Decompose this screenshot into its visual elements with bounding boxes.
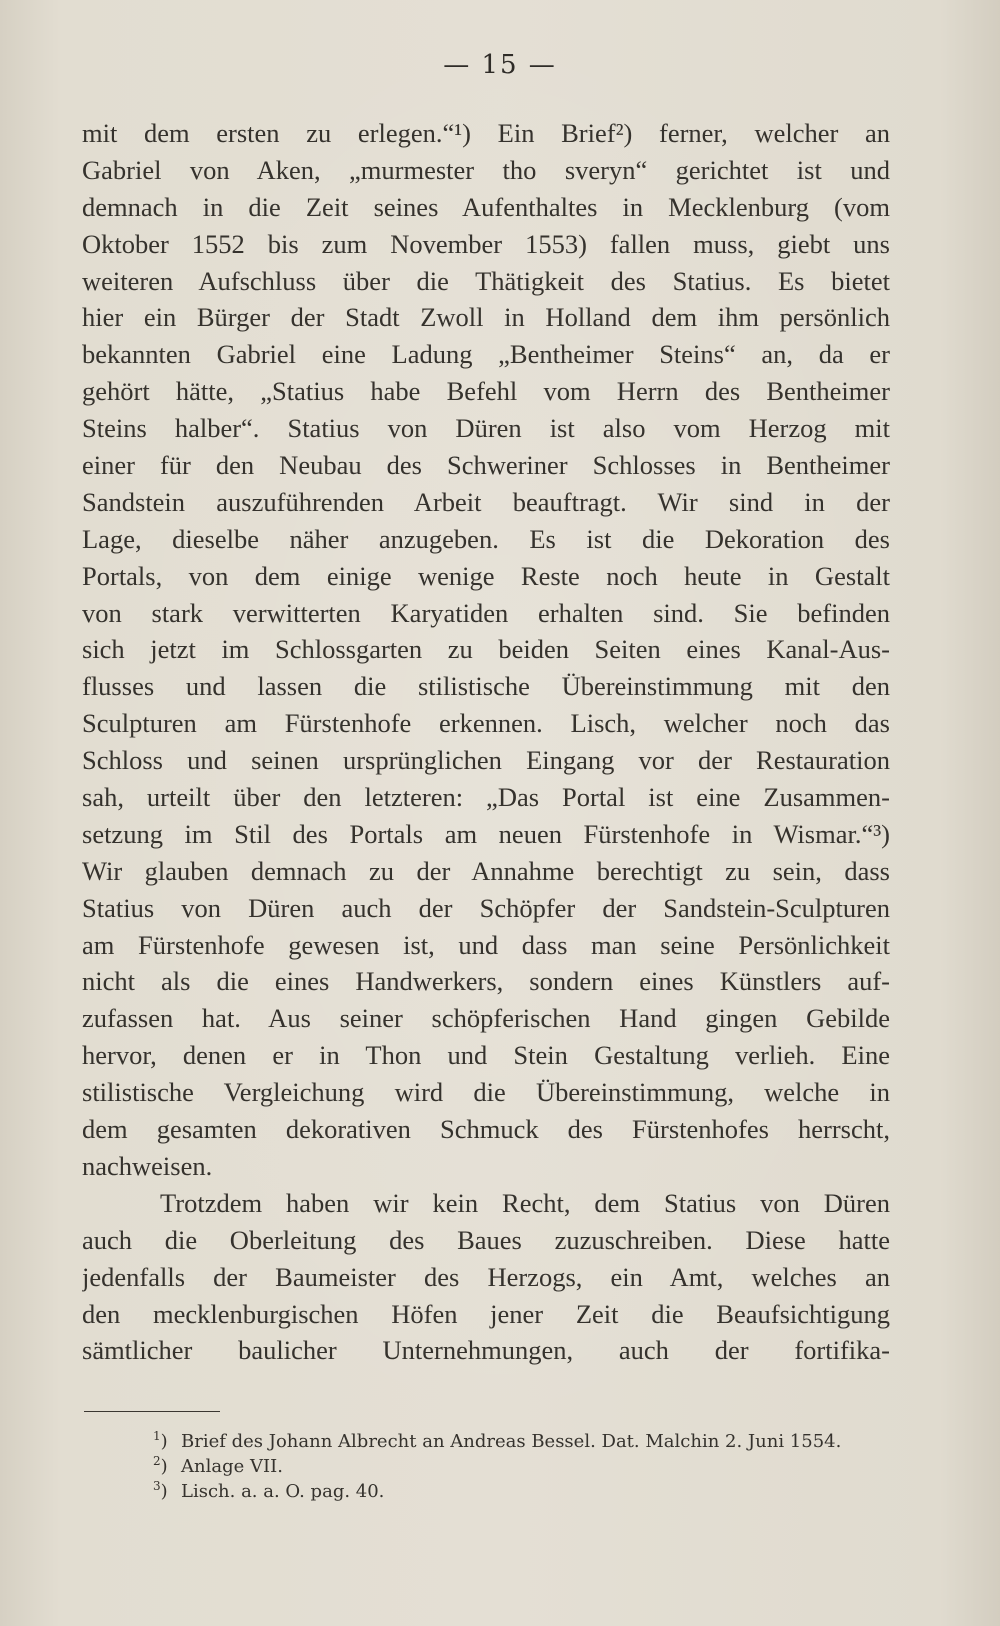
text-line-paragraph-end: nachweisen.: [82, 1150, 213, 1181]
text-line: auch die Oberleitung des Baues zuzuschreiben. Diese hatte: [82, 1224, 890, 1255]
text-line: demnach in die Zeit seines Aufenthaltes in Mecklenburg (vom: [82, 191, 890, 222]
footnote-3: [153, 1474, 893, 1502]
text-line: nicht als die eines Handwerkers, sondern eines Künstlers auf-: [82, 966, 890, 997]
text-line: stilistische Vergleichung wird die Übereinstimmung, welche in: [82, 1077, 890, 1108]
text-line: bekannten Gabriel eine Ladung „Bentheimer Steins“ an, da er: [82, 339, 890, 370]
footnote-marker: $^2$): [153, 1454, 168, 1477]
text-line: hier ein Bürger der Stadt Zwoll in Holland dem ihm persönlich: [82, 302, 890, 333]
footnote-marker: $^3$): [153, 1479, 168, 1502]
text-line: am Fürstenhofe gewesen ist, und dass man seine Persönlichkeit: [82, 929, 890, 960]
text-line: Statius von Düren auch der Schöpfer der Sandstein-Sculpturen: [82, 892, 890, 923]
text-line: Lage, dieselbe näher anzugeben. Es ist die Dekoration des: [82, 523, 890, 554]
footnote-2: [153, 1449, 893, 1477]
text-line: einer für den Neubau des Schweriner Schlosses in Bentheimer: [82, 450, 890, 481]
text-line: sah, urteilt über den letzteren: „Das Portal ist eine Zusammen-: [82, 782, 890, 813]
text-line: weiteren Aufschluss über die Thätigkeit des Statius. Es bietet: [82, 265, 890, 296]
footnote-divider: [84, 1411, 220, 1412]
text-line: Portals, von dem einige wenige Reste noch heute in Gestalt: [82, 560, 890, 591]
text-line: jedenfalls der Baumeister des Herzogs, ein Amt, welches an: [82, 1261, 890, 1292]
footnote-text: Brief des Johann Albrecht an Andreas Bessel. Dat. Malchin 2. Juni 1554.: [181, 1431, 842, 1452]
text-line: Sculpturen am Fürstenhofe erkennen. Lisch, welcher noch das: [82, 708, 890, 739]
text-line: Steins halber“. Statius von Düren ist also vom Herzog mit: [82, 413, 890, 444]
text-line: Gabriel von Aken, „murmester tho sveryn“ gerichtet ist und: [82, 154, 890, 185]
text-line: zufassen hat. Aus seiner schöpferischen Hand gingen Gebilde: [82, 1003, 890, 1034]
text-line: dem gesamten dekorativen Schmuck des Fürstenhofes herrscht,: [82, 1114, 890, 1145]
body-text: [82, 115, 890, 1369]
footnote-marker: $^1$): [153, 1429, 168, 1452]
page-number: — 15 —: [443, 50, 557, 80]
text-line: mit dem ersten zu erlegen.“¹) Ein Brief²) ferner, welcher an: [82, 118, 890, 148]
text-line: gehört hätte, „Statius habe Befehl vom Herrn des Bentheimer: [82, 376, 890, 407]
text-line: setzung im Stil des Portals am neuen Fürstenhofe in Wismar.“³): [82, 818, 890, 849]
text-line: Schloss und seinen ursprünglichen Eingang vor der Restauration: [82, 745, 890, 776]
text-line: Oktober 1552 bis zum November 1553) fallen muss, giebt uns: [82, 228, 890, 259]
footnote-text: Lisch. a. a. O. pag. 40.: [181, 1481, 385, 1502]
text-line: den mecklenburgischen Höfen jener Zeit die Beaufsichtigung: [82, 1298, 890, 1329]
text-line: Sandstein auszuführenden Arbeit beauftragt. Wir sind in der: [82, 486, 890, 517]
text-line: sich jetzt im Schlossgarten zu beiden Seiten eines Kanal-Aus-: [82, 634, 890, 665]
text-line-paragraph-start: Trotzdem haben wir kein Recht, dem Statius von Düren: [160, 1187, 890, 1218]
footnote-1: [153, 1424, 893, 1452]
text-line: flusses und lassen die stilistische Übereinstimmung mit den: [82, 671, 890, 702]
text-line: von stark verwitterten Karyatiden erhalten sind. Sie befinden: [82, 597, 890, 628]
footnotes: [153, 1424, 893, 1502]
text-line: Wir glauben demnach zu der Annahme berechtigt zu sein, dass: [82, 855, 890, 886]
footnote-text: Anlage VII.: [181, 1456, 283, 1477]
text-line: hervor, denen er in Thon und Stein Gestaltung verlieh. Eine: [82, 1040, 890, 1071]
text-line: sämtlicher baulicher Unternehmungen, auch der fortifika-: [82, 1335, 890, 1366]
